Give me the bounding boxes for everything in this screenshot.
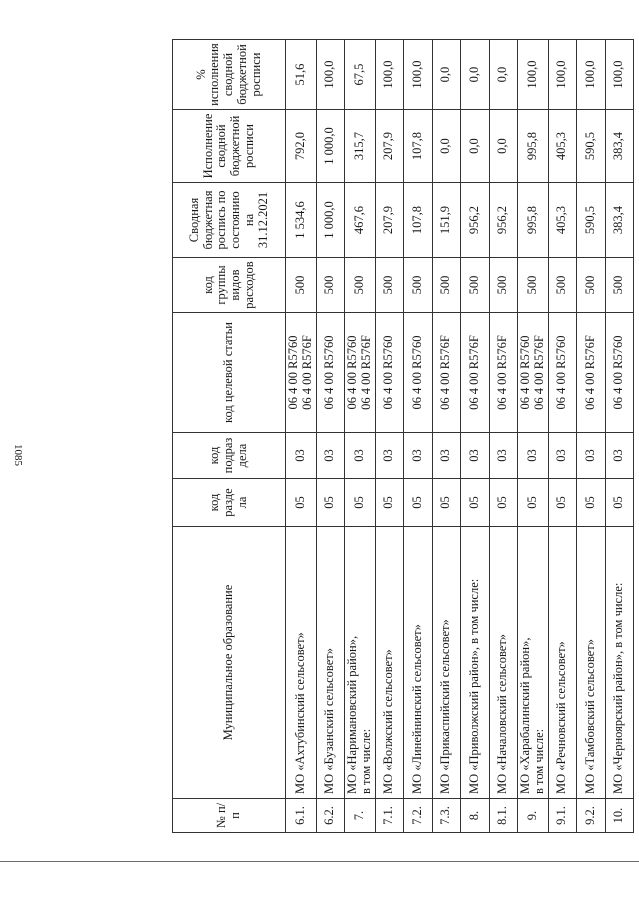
budget-table [172,39,634,833]
header-row [173,40,286,833]
row-budget: 405,3 [548,183,577,258]
rotated-table-container [172,40,626,833]
row-target: 06 4 00 R576F [577,313,606,433]
row-num: 8.1. [489,799,518,833]
row-name: МО «Черноярский район», в том числе: [605,527,634,799]
row-exec: 995,8 [518,110,549,183]
row-podrazdel: 03 [345,433,376,479]
row-target: 06 4 00 R5760 [605,313,634,433]
row-group: 500 [432,258,461,313]
row-target: 06 4 00 R5760 [404,313,433,433]
row-podrazdel: 03 [548,433,577,479]
row-budget: 207,9 [375,183,404,258]
row-razdel: 05 [404,479,433,527]
row-group: 500 [286,258,317,313]
row-budget: 1 534,6 [286,183,317,258]
row-razdel: 05 [286,479,317,527]
table-row [404,40,433,833]
row-razdel: 05 [548,479,577,527]
row-exec: 1 000,0 [316,110,345,183]
table-row [316,40,345,833]
row-podrazdel: 03 [461,433,490,479]
row-budget: 467,6 [345,183,376,258]
row-group: 500 [577,258,606,313]
row-exec: 0,0 [489,110,518,183]
row-group: 500 [404,258,433,313]
row-num: 7. [345,799,376,833]
row-budget: 151,9 [432,183,461,258]
row-pct: 100,0 [605,40,634,110]
row-podrazdel: 03 [432,433,461,479]
row-podrazdel: 03 [404,433,433,479]
page-number: 1085 [12,444,24,466]
row-razdel: 05 [489,479,518,527]
row-name: МО «Прикаспийский сельсовет» [432,527,461,799]
row-exec: 0,0 [432,110,461,183]
row-budget: 590,5 [577,183,606,258]
row-razdel: 05 [518,479,549,527]
row-exec: 405,3 [548,110,577,183]
table-row [518,40,549,833]
row-target: 06 4 00 R5760 06 4 00 R576F [518,313,549,433]
table-row [548,40,577,833]
row-exec: 383,4 [605,110,634,183]
table-row [489,40,518,833]
row-name: МО «Харабалинский район», в том числе: [518,527,549,799]
row-pct: 100,0 [518,40,549,110]
row-razdel: 05 [375,479,404,527]
row-num: 7.2. [404,799,433,833]
row-group: 500 [548,258,577,313]
row-budget: 107,8 [404,183,433,258]
row-num: 9.1. [548,799,577,833]
table-row [345,40,376,833]
row-pct: 100,0 [375,40,404,110]
row-group: 500 [518,258,549,313]
row-exec: 0,0 [461,110,490,183]
row-name: МО «Тамбовский сельсовет» [577,527,606,799]
row-target: 06 4 00 R5760 [548,313,577,433]
row-pct: 67,5 [345,40,376,110]
row-name: МО «Приволжский район», в том числе: [461,527,490,799]
row-group: 500 [345,258,376,313]
row-target: 06 4 00 R5760 [375,313,404,433]
row-group: 500 [461,258,490,313]
row-budget: 383,4 [605,183,634,258]
table-row [577,40,606,833]
row-podrazdel: 03 [286,433,317,479]
header-execution: Исполнение сводной бюджетной росписи [173,110,286,183]
header-target: код целевой статьи [173,313,286,433]
row-group: 500 [489,258,518,313]
row-name: МО «Бузанский сельсовет» [316,527,345,799]
row-target: 06 4 00 R5760 [316,313,345,433]
row-name: МО «Линейнинский сельсовет» [404,527,433,799]
row-pct: 0,0 [432,40,461,110]
row-pct: 100,0 [316,40,345,110]
table-row [432,40,461,833]
table-row [461,40,490,833]
bottom-rule [0,861,639,862]
row-num: 7.3. [432,799,461,833]
header-podrazdel: код подраз дела [173,433,286,479]
row-podrazdel: 03 [375,433,404,479]
row-razdel: 05 [316,479,345,527]
row-razdel: 05 [577,479,606,527]
row-razdel: 05 [461,479,490,527]
header-group: код группы видов расходов [173,258,286,313]
row-exec: 207,9 [375,110,404,183]
row-pct: 100,0 [577,40,606,110]
header-num: № п/п [173,799,286,833]
table-row [375,40,404,833]
row-pct: 0,0 [461,40,490,110]
row-num: 8. [461,799,490,833]
row-budget: 956,2 [489,183,518,258]
row-podrazdel: 03 [518,433,549,479]
row-exec: 107,8 [404,110,433,183]
row-target: 06 4 00 R576F [432,313,461,433]
row-pct: 100,0 [404,40,433,110]
header-percent: % исполнения сводной бюджетной росписи [173,40,286,110]
row-target: 06 4 00 R5760 06 4 00 R576F [345,313,376,433]
row-group: 500 [375,258,404,313]
row-group: 500 [605,258,634,313]
row-exec: 315,7 [345,110,376,183]
row-num: 7.1. [375,799,404,833]
row-num: 9.2. [577,799,606,833]
row-podrazdel: 03 [316,433,345,479]
header-razdel: код разде ла [173,479,286,527]
row-num: 6.2. [316,799,345,833]
row-pct: 0,0 [489,40,518,110]
table-row [286,40,317,833]
row-podrazdel: 03 [605,433,634,479]
row-budget: 1 000,0 [316,183,345,258]
row-name: МО «Ахтубинский сельсовет» [286,527,317,799]
row-name: МО «Волжский сельсовет» [375,527,404,799]
row-name: МО «Началовский сельсовет» [489,527,518,799]
row-exec: 792,0 [286,110,317,183]
row-num: 10. [605,799,634,833]
row-podrazdel: 03 [489,433,518,479]
row-pct: 51,6 [286,40,317,110]
row-exec: 590,5 [577,110,606,183]
row-razdel: 05 [605,479,634,527]
row-num: 6.1. [286,799,317,833]
row-group: 500 [316,258,345,313]
row-budget: 956,2 [461,183,490,258]
row-target: 06 4 00 R576F [489,313,518,433]
row-razdel: 05 [432,479,461,527]
row-name: МО «Наримановский район», в том числе: [345,527,376,799]
table-row [605,40,634,833]
row-num: 9. [518,799,549,833]
row-target: 06 4 00 R576F [461,313,490,433]
row-target: 06 4 00 R5760 06 4 00 R576F [286,313,317,433]
header-municipality: Муниципальное образование [173,527,286,799]
row-name: МО «Речновский сельсовет» [548,527,577,799]
row-budget: 995,8 [518,183,549,258]
row-razdel: 05 [345,479,376,527]
row-pct: 100,0 [548,40,577,110]
header-budget: Сводная бюджетная роспись по состоянию на 31.12.2021 [173,183,286,258]
row-podrazdel: 03 [577,433,606,479]
